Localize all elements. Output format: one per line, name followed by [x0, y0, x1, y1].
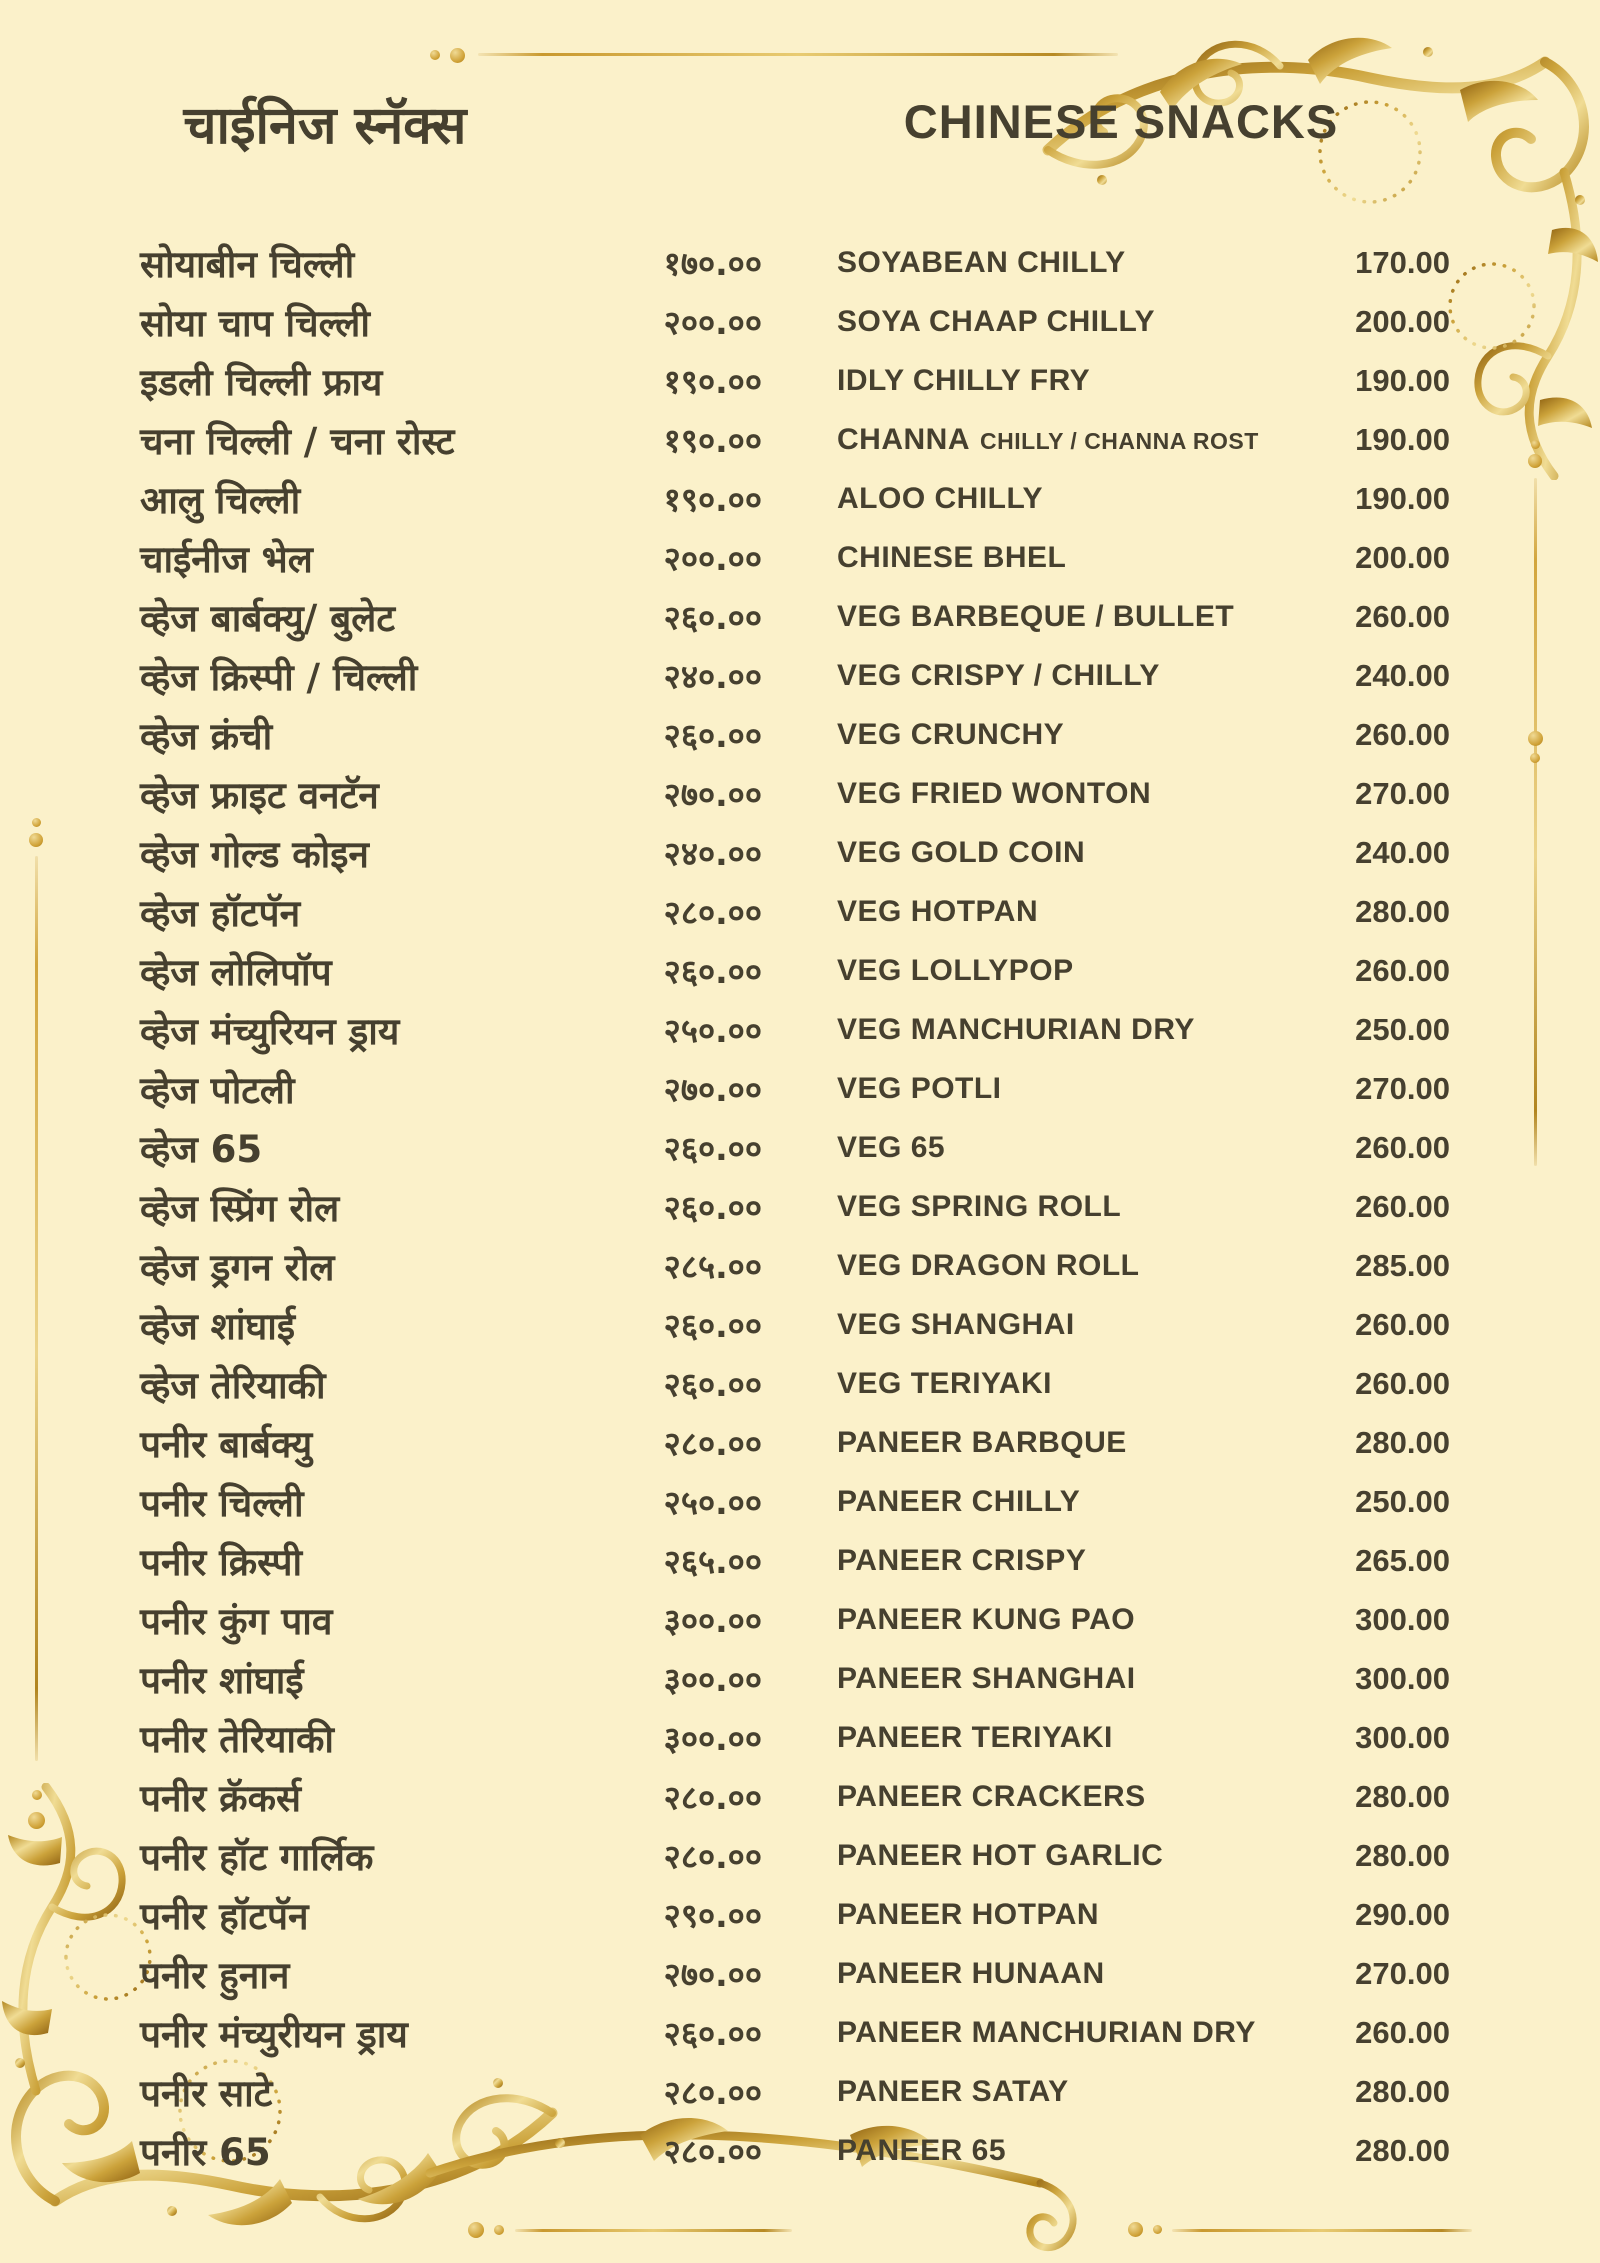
- gold-dot: [1528, 731, 1543, 746]
- item-price-devanagari: २६०.००: [663, 1129, 762, 1168]
- item-name-english: VEG SHANGHAI: [837, 1307, 1075, 1341]
- item-price-devanagari: २५०.००: [663, 1483, 762, 1522]
- item-price-devanagari: २८०.००: [663, 2073, 762, 2112]
- item-name-english-wrap: [837, 1485, 1330, 1519]
- item-name-devanagari: व्हेज फ्राइट वनटॅन: [140, 774, 379, 817]
- item-name-devanagari: व्हेज हॉटपॅन: [140, 892, 301, 935]
- item-price-devanagari: १७०.००: [663, 244, 762, 283]
- gold-rule-bottom-left: [515, 2229, 792, 2232]
- gold-dot: [468, 2222, 484, 2238]
- item-name-english-wrap: [837, 954, 1330, 988]
- item-price-devanagari: २४०.००: [663, 834, 762, 873]
- section-title-english: CHINESE SNACKS: [903, 95, 1339, 148]
- item-price-devanagari: २६०.००: [663, 1188, 762, 1227]
- menu-row: [140, 292, 1450, 351]
- gold-dot: [1153, 2225, 1162, 2234]
- item-name-devanagari: व्हेज पोटली: [140, 1069, 295, 1112]
- item-name-english-wrap: [837, 1072, 1330, 1106]
- menu-row: [140, 1885, 1450, 1944]
- item-price-devanagari: २८०.००: [663, 1837, 762, 1876]
- menu-row: [140, 1236, 1450, 1295]
- item-price-devanagari: २८०.००: [663, 2132, 762, 2171]
- menu-row: [140, 941, 1450, 1000]
- item-price-english: 280.00: [1355, 2132, 1450, 2168]
- item-name-devanagari: पनीर हॉट गार्लिक: [140, 1836, 374, 1879]
- item-name-english-wrap: [837, 1308, 1330, 1342]
- item-name-english: CHANNA: [837, 422, 970, 456]
- item-name-english-wrap: [837, 836, 1330, 870]
- item-name-english: PANEER CHILLY: [837, 1484, 1081, 1518]
- item-name-english: VEG POTLI: [837, 1071, 1002, 1105]
- menu-row: [140, 1118, 1450, 1177]
- item-name-english: IDLY CHILLY FRY: [837, 363, 1091, 397]
- menu-row: [140, 1354, 1450, 1413]
- item-name-english-wrap: [837, 2075, 1330, 2109]
- item-name-english: VEG 65: [837, 1130, 946, 1164]
- item-price-english: 190.00: [1355, 421, 1450, 457]
- menu-row: [140, 2062, 1450, 2121]
- item-price-devanagari: ३००.००: [663, 1660, 762, 1699]
- item-name-english: VEG MANCHURIAN DRY: [837, 1012, 1195, 1046]
- item-price-english: 280.00: [1355, 1424, 1450, 1460]
- item-name-english-wrap: [837, 1898, 1330, 1932]
- item-price-english: 200.00: [1355, 539, 1450, 575]
- menu-row: [140, 587, 1450, 646]
- item-price-devanagari: १९०.००: [663, 480, 762, 519]
- item-price-english: 260.00: [1355, 716, 1450, 752]
- item-price-devanagari: १९०.००: [663, 362, 762, 401]
- gold-dot: [1530, 753, 1540, 763]
- item-price-devanagari: २७०.००: [663, 1955, 762, 1994]
- gold-dot: [430, 50, 440, 60]
- item-name-english: VEG BARBEQUE / BULLET: [837, 599, 1235, 633]
- item-name-english: PANEER BARBQUE: [837, 1425, 1127, 1459]
- gold-dot: [1531, 440, 1540, 449]
- item-name-devanagari: सोयाबीन चिल्ली: [140, 243, 355, 286]
- item-name-english-note: CHILLY / CHANNA ROST: [980, 427, 1259, 454]
- menu-row: [140, 1944, 1450, 2003]
- item-price-devanagari: २६०.००: [663, 1306, 762, 1345]
- item-name-english: SOYA CHAAP CHILLY: [837, 304, 1156, 338]
- item-price-devanagari: २६०.००: [663, 716, 762, 755]
- item-name-devanagari: व्हेज मंच्युरियन ड्राय: [140, 1010, 400, 1053]
- item-name-english-wrap: [837, 777, 1330, 811]
- item-price-devanagari: २७०.००: [663, 1070, 762, 1109]
- item-name-english-wrap: [837, 1190, 1330, 1224]
- item-price-english: 270.00: [1355, 775, 1450, 811]
- item-name-devanagari: पनीर क्रॅकर्स: [140, 1777, 301, 1820]
- item-name-english: VEG DRAGON ROLL: [837, 1248, 1140, 1282]
- gold-rule-left: [35, 856, 38, 1761]
- item-name-devanagari: आलु चिल्ली: [140, 479, 301, 522]
- gold-dot: [1128, 2222, 1143, 2237]
- item-name-devanagari: चना चिल्ली / चना रोस्ट: [140, 420, 455, 463]
- item-name-devanagari: व्हेज क्रंची: [140, 715, 273, 758]
- menu-row: [140, 233, 1450, 292]
- item-name-devanagari: व्हेज ड्रगन रोल: [140, 1246, 335, 1289]
- item-price-english: 280.00: [1355, 1778, 1450, 1814]
- item-name-english-wrap: [837, 718, 1330, 752]
- item-name-devanagari: व्हेज क्रिस्पी / चिल्ली: [140, 656, 418, 699]
- item-price-devanagari: २७०.००: [663, 775, 762, 814]
- item-name-devanagari: सोया चाप चिल्ली: [140, 302, 370, 345]
- item-name-english-wrap: [837, 246, 1330, 280]
- item-name-english: PANEER MANCHURIAN DRY: [837, 2015, 1256, 2049]
- item-name-english-wrap: [837, 1013, 1330, 1047]
- menu-row: [140, 1059, 1450, 1118]
- item-name-english-wrap: [837, 305, 1330, 339]
- item-price-english: 285.00: [1355, 1247, 1450, 1283]
- item-name-english-wrap: [837, 895, 1330, 929]
- item-name-devanagari: पनीर चिल्ली: [140, 1482, 304, 1525]
- menu-list: [140, 233, 1450, 2180]
- item-name-english: SOYABEAN CHILLY: [837, 245, 1126, 279]
- item-name-english: VEG CRISPY / CHILLY: [837, 658, 1160, 692]
- item-name-english-wrap: [837, 1603, 1330, 1637]
- item-price-english: 250.00: [1355, 1483, 1450, 1519]
- item-price-devanagari: २९०.००: [663, 1896, 762, 1935]
- item-price-devanagari: २६०.००: [663, 598, 762, 637]
- item-name-english: VEG LOLLYPOP: [837, 953, 1074, 987]
- gold-rule-right: [1534, 478, 1537, 1166]
- item-price-english: 265.00: [1355, 1542, 1450, 1578]
- item-name-english-wrap: [837, 1131, 1330, 1165]
- item-price-english: 240.00: [1355, 657, 1450, 693]
- item-price-english: 280.00: [1355, 893, 1450, 929]
- item-name-english-wrap: [837, 1721, 1330, 1755]
- item-name-english: VEG CRUNCHY: [837, 717, 1065, 751]
- menu-row: [140, 823, 1450, 882]
- menu-row: [140, 1590, 1450, 1649]
- item-name-english: VEG FRIED WONTON: [837, 776, 1152, 810]
- item-price-english: 280.00: [1355, 2073, 1450, 2109]
- menu-row: [140, 646, 1450, 705]
- item-name-english: PANEER TERIYAKI: [837, 1720, 1113, 1754]
- menu-row: [140, 351, 1450, 410]
- item-name-devanagari: व्हेज शांघाई: [140, 1305, 296, 1348]
- item-price-english: 260.00: [1355, 2014, 1450, 2050]
- item-name-english: PANEER CRACKERS: [837, 1779, 1146, 1813]
- item-name-devanagari: व्हेज गोल्ड कोइन: [140, 833, 369, 876]
- item-price-english: 200.00: [1355, 303, 1450, 339]
- gold-dot: [29, 833, 43, 847]
- item-price-english: 260.00: [1355, 1188, 1450, 1224]
- menu-row: [140, 1826, 1450, 1885]
- item-name-english: VEG HOTPAN: [837, 894, 1039, 928]
- item-name-english-wrap: [837, 1662, 1330, 1696]
- item-name-devanagari: पनीर मंच्युरीयन ड्राय: [140, 2013, 408, 2056]
- gold-dot: [32, 818, 41, 827]
- menu-row: [140, 1413, 1450, 1472]
- item-price-english: 280.00: [1355, 1837, 1450, 1873]
- item-price-english: 260.00: [1355, 1306, 1450, 1342]
- item-name-english-wrap: [837, 1544, 1330, 1578]
- item-name-english: PANEER KUNG PAO: [837, 1602, 1136, 1636]
- item-price-devanagari: २८०.००: [663, 1778, 762, 1817]
- item-name-devanagari: पनीर कुंग पाव: [140, 1600, 333, 1643]
- item-price-devanagari: २५०.००: [663, 1011, 762, 1050]
- item-name-english-wrap: [837, 659, 1330, 693]
- item-name-english-wrap: [837, 364, 1330, 398]
- item-name-english: VEG SPRING ROLL: [837, 1189, 1122, 1223]
- menu-row: [140, 1649, 1450, 1708]
- item-price-english: 250.00: [1355, 1011, 1450, 1047]
- item-price-devanagari: १९०.००: [663, 421, 762, 460]
- item-name-english-wrap: [837, 1249, 1330, 1283]
- item-name-english-wrap: [837, 1367, 1330, 1401]
- item-price-devanagari: २००.००: [663, 303, 762, 342]
- item-name-devanagari: व्हेज स्प्रिंग रोल: [140, 1187, 340, 1230]
- item-name-devanagari: पनीर हॉटपॅन: [140, 1895, 309, 1938]
- menu-row: [140, 764, 1450, 823]
- gold-rule-top: [478, 53, 1118, 56]
- menu-row: [140, 1767, 1450, 1826]
- item-name-devanagari: पनीर 65: [140, 2131, 271, 2174]
- gold-dot: [494, 2225, 504, 2235]
- item-price-devanagari: २८०.००: [663, 1424, 762, 1463]
- menu-row: [140, 1000, 1450, 1059]
- item-name-devanagari: पनीर बार्बक्यु: [140, 1423, 313, 1466]
- item-name-english-wrap: [837, 2016, 1330, 2050]
- item-price-devanagari: ३००.००: [663, 1601, 762, 1640]
- item-price-english: 300.00: [1355, 1601, 1450, 1637]
- item-name-devanagari: चाईनीज भेल: [140, 538, 313, 581]
- item-price-devanagari: २००.००: [663, 539, 762, 578]
- item-name-english: PANEER SHANGHAI: [837, 1661, 1136, 1695]
- item-price-devanagari: २६०.००: [663, 2014, 762, 2053]
- item-name-english: ALOO CHILLY: [837, 481, 1044, 515]
- menu-row: [140, 1708, 1450, 1767]
- item-name-english-wrap: [837, 1780, 1330, 1814]
- item-price-devanagari: २६०.००: [663, 952, 762, 991]
- item-price-english: 300.00: [1355, 1660, 1450, 1696]
- item-price-english: 270.00: [1355, 1070, 1450, 1106]
- item-price-english: 260.00: [1355, 1129, 1450, 1165]
- item-price-devanagari: २४०.००: [663, 657, 762, 696]
- item-name-english: PANEER HOT GARLIC: [837, 1838, 1164, 1872]
- item-name-devanagari: पनीर शांघाई: [140, 1659, 304, 1702]
- item-price-english: 260.00: [1355, 1365, 1450, 1401]
- item-name-english-wrap: [837, 541, 1330, 575]
- menu-row: [140, 2121, 1450, 2180]
- item-name-devanagari: पनीर क्रिस्पी: [140, 1541, 303, 1584]
- item-name-english: PANEER HOTPAN: [837, 1897, 1100, 1931]
- section-title-devanagari: चाईनिज स्नॅक्स: [183, 96, 467, 156]
- item-name-english-wrap: [837, 482, 1330, 516]
- menu-row: [140, 1177, 1450, 1236]
- item-name-english: VEG TERIYAKI: [837, 1366, 1052, 1400]
- menu-row: [140, 2003, 1450, 2062]
- item-name-english-wrap: [837, 600, 1330, 634]
- item-name-devanagari: व्हेज लोलिपॉप: [140, 951, 332, 994]
- item-price-devanagari: २८५.००: [663, 1247, 762, 1286]
- item-name-english-wrap: [837, 1957, 1330, 1991]
- item-price-english: 300.00: [1355, 1719, 1450, 1755]
- item-name-devanagari: पनीर हुनान: [140, 1954, 290, 1997]
- menu-row: [140, 528, 1450, 587]
- menu-row: [140, 469, 1450, 528]
- gold-dot: [450, 48, 465, 63]
- item-price-english: 190.00: [1355, 480, 1450, 516]
- item-price-english: 270.00: [1355, 1955, 1450, 1991]
- item-name-english-wrap: [837, 1426, 1330, 1460]
- item-name-devanagari: इडली चिल्ली फ्राय: [140, 361, 383, 404]
- item-name-english: CHINESE BHEL: [837, 540, 1067, 574]
- item-name-devanagari: व्हेज तेरियाकी: [140, 1364, 326, 1407]
- item-name-english-wrap: [837, 2134, 1330, 2168]
- gold-rule-bottom-right: [1172, 2229, 1472, 2232]
- item-price-devanagari: २८०.००: [663, 893, 762, 932]
- item-price-english: 190.00: [1355, 362, 1450, 398]
- item-price-english: 290.00: [1355, 1896, 1450, 1932]
- item-name-devanagari: पनीर साटे: [140, 2072, 273, 2115]
- item-name-devanagari: व्हेज 65: [140, 1128, 263, 1171]
- item-name-devanagari: व्हेज बार्बक्यु/ बुलेट: [140, 597, 396, 640]
- menu-row: [140, 705, 1450, 764]
- item-name-english: VEG GOLD COIN: [837, 835, 1086, 869]
- item-name-english: PANEER SATAY: [837, 2074, 1069, 2108]
- item-name-english-wrap: [837, 1839, 1330, 1873]
- item-price-english: 170.00: [1355, 244, 1450, 280]
- item-name-english-wrap: [837, 423, 1330, 457]
- item-name-english: PANEER CRISPY: [837, 1543, 1087, 1577]
- item-name-devanagari: पनीर तेरियाकी: [140, 1718, 334, 1761]
- item-name-english: PANEER 65: [837, 2133, 1007, 2167]
- menu-row: [140, 1472, 1450, 1531]
- item-name-english: PANEER HUNAAN: [837, 1956, 1105, 1990]
- menu-row: [140, 1531, 1450, 1590]
- item-price-english: 240.00: [1355, 834, 1450, 870]
- item-price-devanagari: २६५.००: [663, 1542, 762, 1581]
- menu-row: [140, 410, 1450, 469]
- item-price-devanagari: २६०.००: [663, 1365, 762, 1404]
- menu-row: [140, 1295, 1450, 1354]
- menu-row: [140, 882, 1450, 941]
- gold-dot: [1528, 454, 1542, 468]
- item-price-devanagari: ३००.००: [663, 1719, 762, 1758]
- item-price-english: 260.00: [1355, 598, 1450, 634]
- item-price-english: 260.00: [1355, 952, 1450, 988]
